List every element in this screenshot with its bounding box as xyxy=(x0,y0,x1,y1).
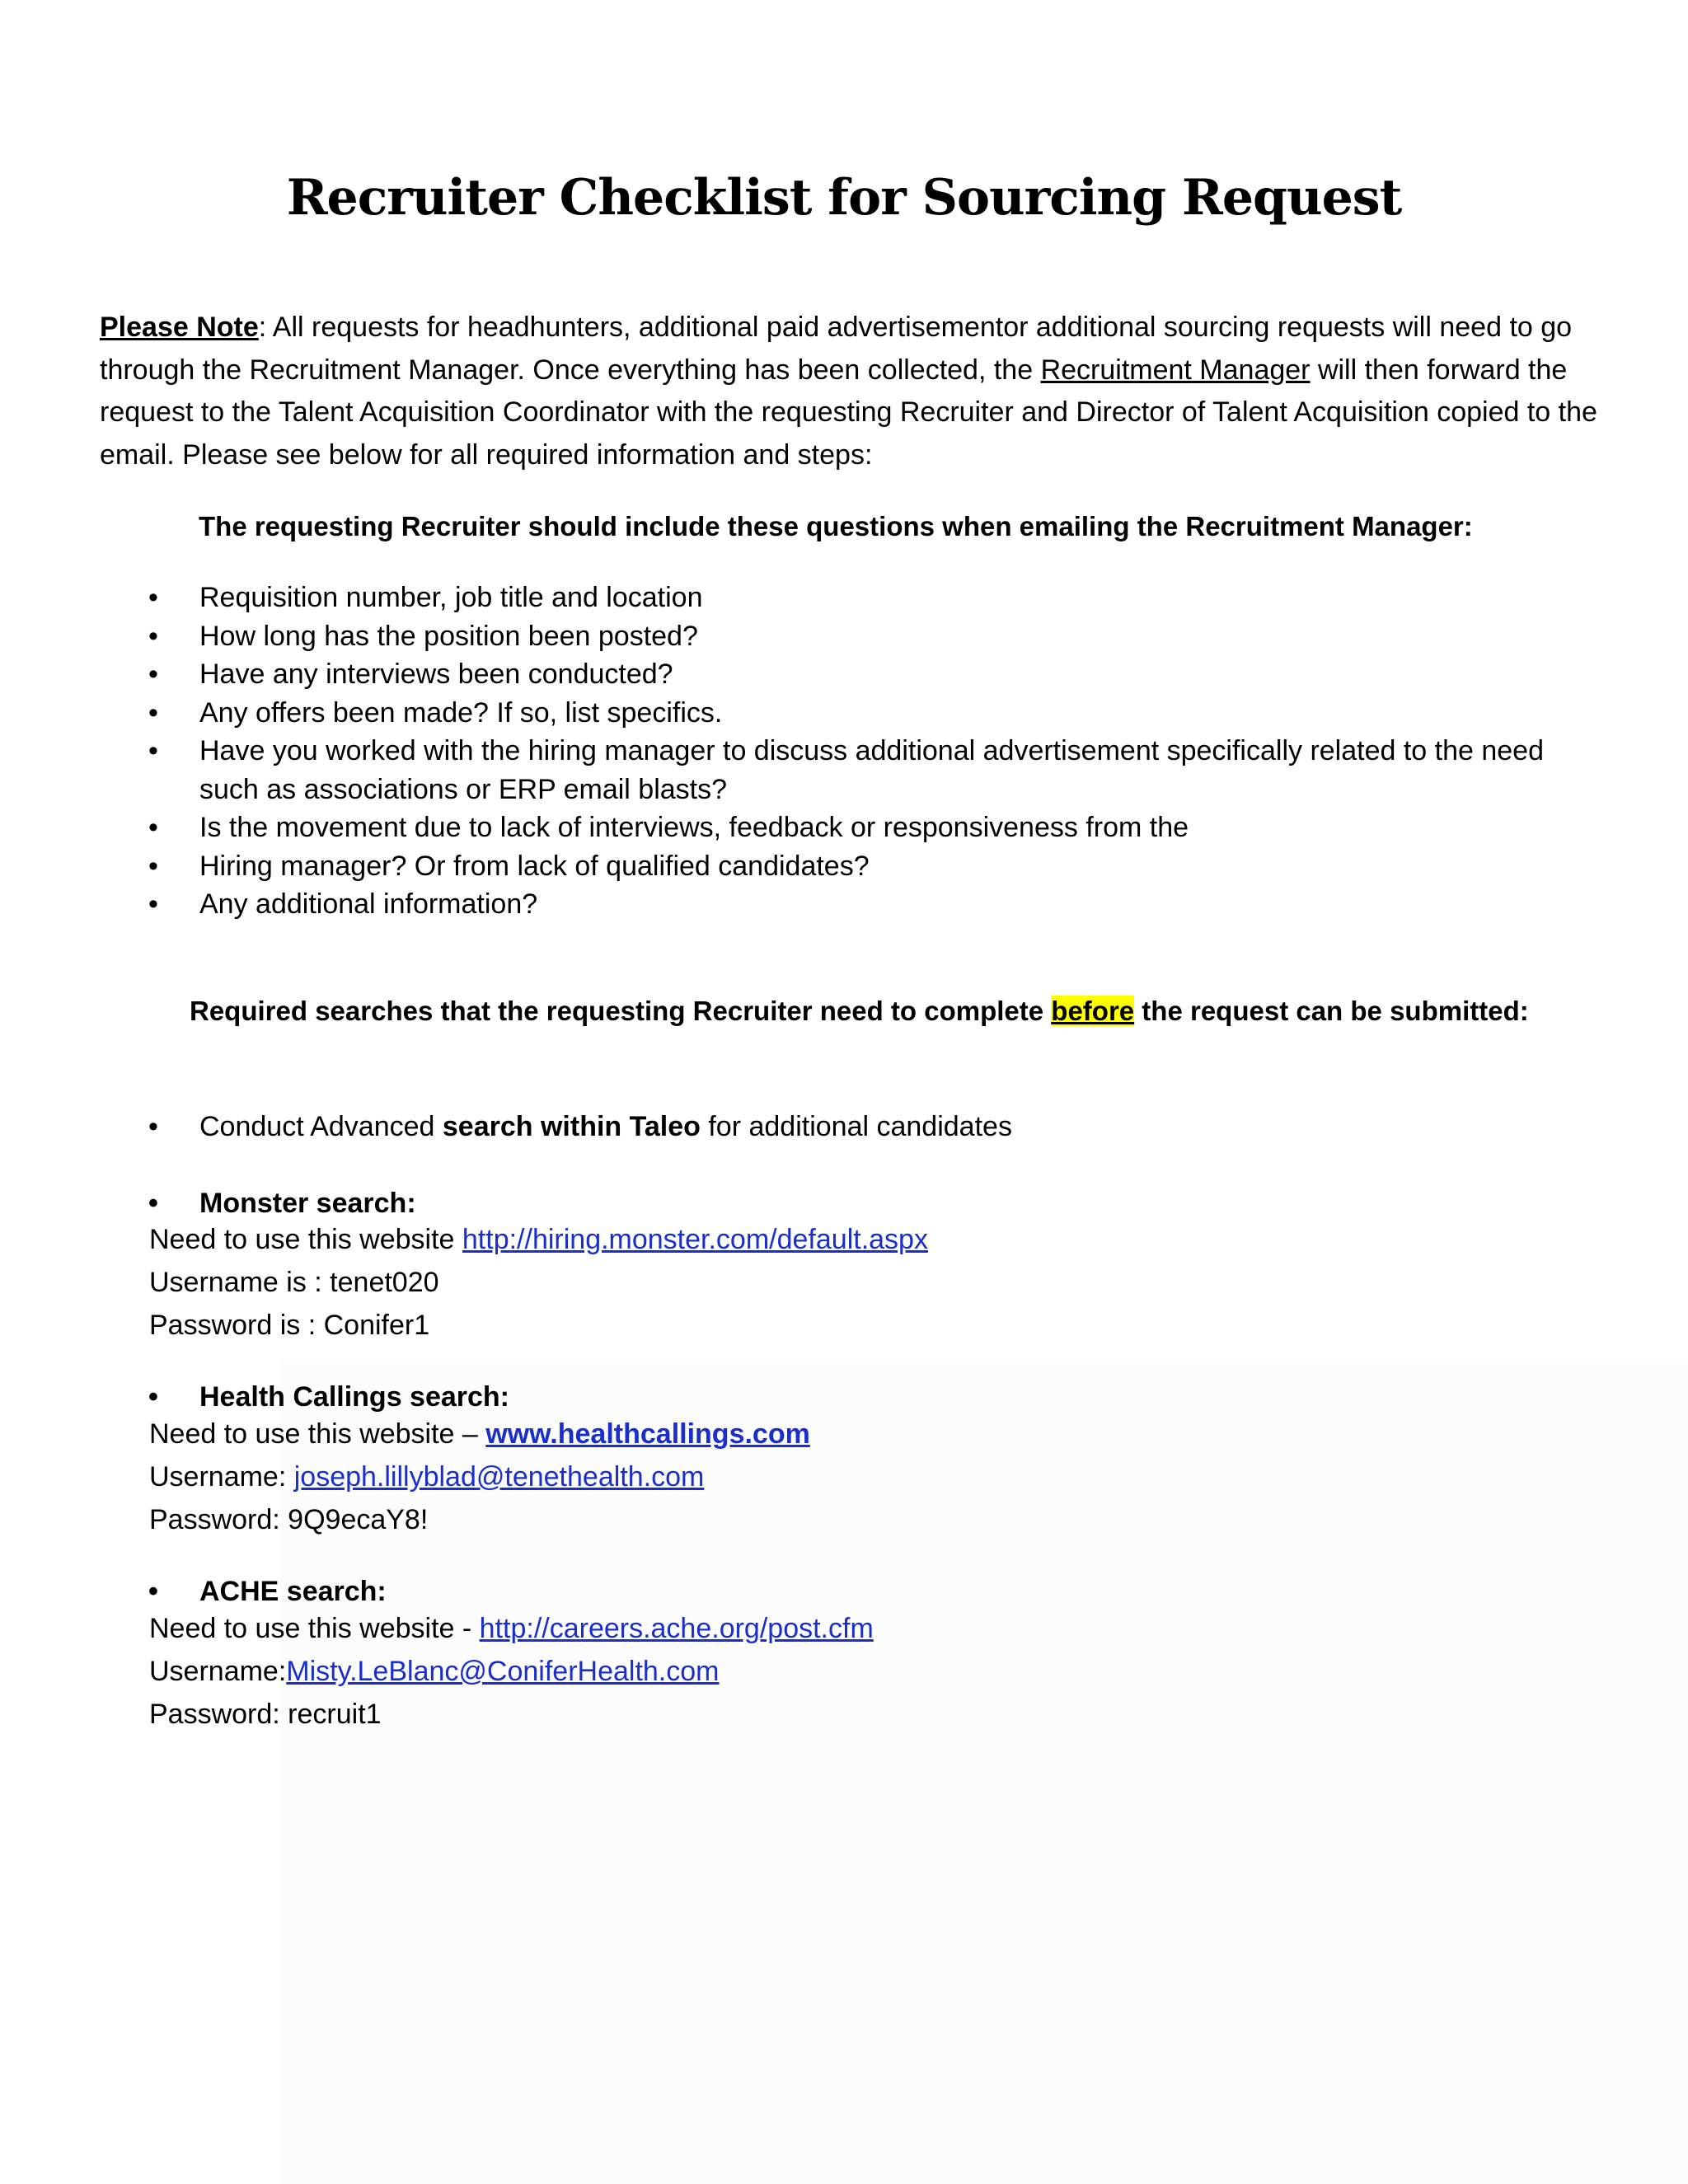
monster-username: Username is : tenet020 xyxy=(149,1267,439,1298)
please-note-paragraph xyxy=(100,307,1608,476)
monster-password: Password is : Conifer1 xyxy=(149,1310,430,1341)
health-callings-website-link[interactable]: www.healthcallings.com xyxy=(485,1418,810,1450)
bullet-icon: • xyxy=(148,850,158,882)
bullet-icon: • xyxy=(148,888,158,920)
list-item: • Any additional information? xyxy=(148,885,1599,924)
please-note-label: Please Note xyxy=(100,312,259,343)
monster-website-link[interactable]: http://hiring.monster.com/default.aspx xyxy=(462,1224,928,1255)
bullet-icon: • xyxy=(148,812,158,843)
list-item: • Hiring manager? Or from lack of qualified candidates? xyxy=(148,847,1599,886)
bullet-icon: • xyxy=(148,1381,158,1413)
note-text-1: : All requests for headhunters, additional paid advertisementor additional sourcing requests will need to go through the Recruitment Manager. Once everything has been collected, the xyxy=(100,312,1573,386)
bullet-icon: • xyxy=(148,582,158,613)
questions-heading: The requesting Recruiter should include these questions when emailing the Recruitment Manager: xyxy=(199,511,1473,541)
bullet-icon: • xyxy=(148,735,158,766)
list-item: • Is the movement due to lack of interviews, feedback or responsiveness from the xyxy=(148,808,1599,847)
bullet-icon: • xyxy=(148,1111,158,1142)
ache-website-link[interactable]: http://careers.ache.org/post.cfm xyxy=(479,1613,874,1644)
health-callings-username-link[interactable]: joseph.lillyblad@tenethealth.com xyxy=(293,1461,705,1493)
list-item: • Any offers been made? If so, list specifics. xyxy=(148,694,1599,733)
monster-search-title: • Monster search: xyxy=(148,1184,416,1222)
taleo-search-item: • Conduct Advanced search within Taleo for additional candidates xyxy=(148,1108,1012,1146)
monster-website-line: Need to use this website http://hiring.monster.com/default.aspx xyxy=(149,1224,928,1255)
searches-heading: Required searches that the requesting Recruiter need to complete before the request can be submitted: xyxy=(190,996,1529,1026)
recruitment-manager-text: Recruitment Manager xyxy=(1040,354,1311,386)
list-item: • How long has the position been posted? xyxy=(148,617,1599,656)
ache-search-title: • ACHE search: xyxy=(148,1572,387,1610)
health-callings-password: Password: 9Q9ecaY8! xyxy=(149,1504,429,1535)
document-title: Recruiter Checklist for Sourcing Request xyxy=(286,169,1402,227)
bullet-icon: • xyxy=(148,658,158,690)
ache-website-line: Need to use this website - http://careers.ache.org/post.cfm xyxy=(149,1613,874,1644)
ache-password: Password: recruit1 xyxy=(149,1699,382,1730)
ache-username-link[interactable]: Misty.LeBlanc@ConiferHealth.com xyxy=(286,1656,720,1687)
bullet-icon: • xyxy=(148,696,158,729)
health-callings-website-line: Need to use this website – www.healthcallings.com xyxy=(149,1418,810,1450)
ache-username-line: Username:Misty.LeBlanc@ConiferHealth.com xyxy=(149,1656,720,1687)
before-highlight: before xyxy=(1051,996,1135,1026)
bullet-icon: • xyxy=(148,620,158,652)
note-text-2: will then forward the request to the Talent Acquisition Coordinator with the requesting Recruiter and Director of Talent Acquisition copied to the email. Please see below for all required information and steps: xyxy=(100,354,1597,471)
bullet-icon: • xyxy=(148,1576,158,1607)
bullet-icon: • xyxy=(148,1188,158,1219)
list-item: • Have any interviews been conducted? xyxy=(148,655,1599,694)
list-item: • Requisition number, job title and location xyxy=(148,579,1599,617)
list-item: • Have you worked with the hiring manager to discuss additional advertisement specifically related to the need such as associations or ERP email blasts? xyxy=(148,732,1599,808)
questions-list xyxy=(148,579,1599,924)
health-callings-username-line: Username: joseph.lillyblad@tenethealth.com xyxy=(149,1461,705,1493)
health-callings-search-title: • Health Callings search: xyxy=(148,1378,509,1416)
